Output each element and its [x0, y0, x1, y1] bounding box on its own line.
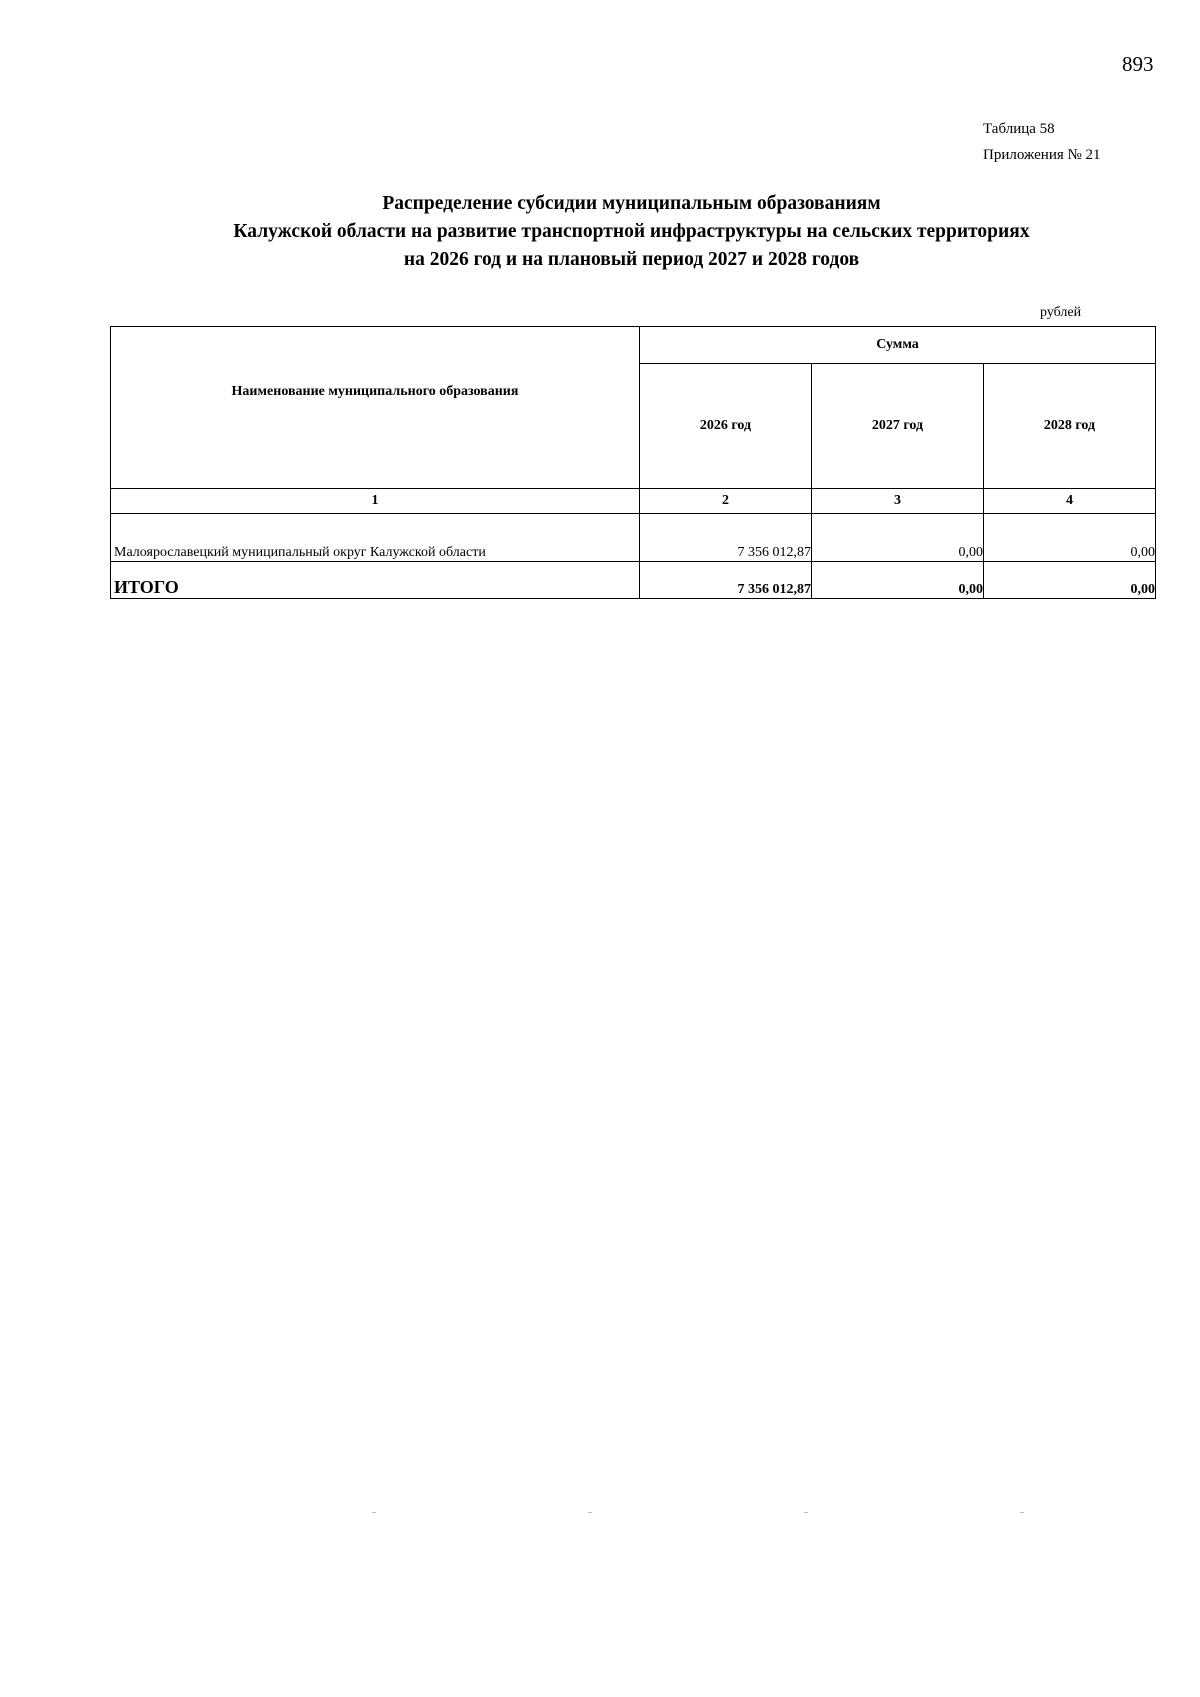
- total-row: [111, 562, 1156, 599]
- value-2028: 0,00: [984, 514, 1156, 562]
- table-row: [111, 514, 1156, 562]
- document-title: [0, 190, 1200, 274]
- column-number-3: 3: [812, 489, 984, 514]
- column-number-2: 2: [640, 489, 812, 514]
- header-sum: Сумма: [640, 327, 1156, 364]
- title-line-1: Распределение субсидии муниципальным образованиям: [382, 193, 881, 214]
- total-2026: 7 356 012,87: [640, 562, 812, 599]
- column-number-row: [111, 489, 1156, 514]
- value-2027: 0,00: [812, 514, 984, 562]
- header-year-2028: 2028 год: [984, 364, 1156, 489]
- total-label: ИТОГО: [111, 562, 640, 599]
- column-number-1: 1: [111, 489, 640, 514]
- subsidy-table: [110, 326, 1156, 599]
- title-line-2: Калужской области на развитие транспортной инфраструктуры на сельских территориях: [233, 221, 1030, 242]
- header-municipality-name: [111, 327, 640, 489]
- value-2026: 7 356 012,87: [640, 514, 812, 562]
- total-2028: 0,00: [984, 562, 1156, 599]
- municipality-name: Малоярославецкий муниципальный округ Калужской области: [111, 514, 640, 562]
- appendix-label: Приложения № 21: [983, 147, 1101, 163]
- header-year-2027: 2027 год: [812, 364, 984, 489]
- scan-artifacts: [0, 1512, 1200, 1516]
- total-2027: 0,00: [812, 562, 984, 599]
- header-municipality-name-text: Наименование муниципального образования: [231, 383, 519, 399]
- header-year-2026: 2026 год: [640, 364, 812, 489]
- title-line-3: на 2026 год и на плановый период 2027 и 2028 годов: [403, 249, 860, 270]
- table-label: Таблица 58: [983, 121, 1055, 137]
- column-number-4: 4: [984, 489, 1156, 514]
- units-label: рублей: [1040, 305, 1082, 320]
- page-number: 893: [1122, 52, 1154, 76]
